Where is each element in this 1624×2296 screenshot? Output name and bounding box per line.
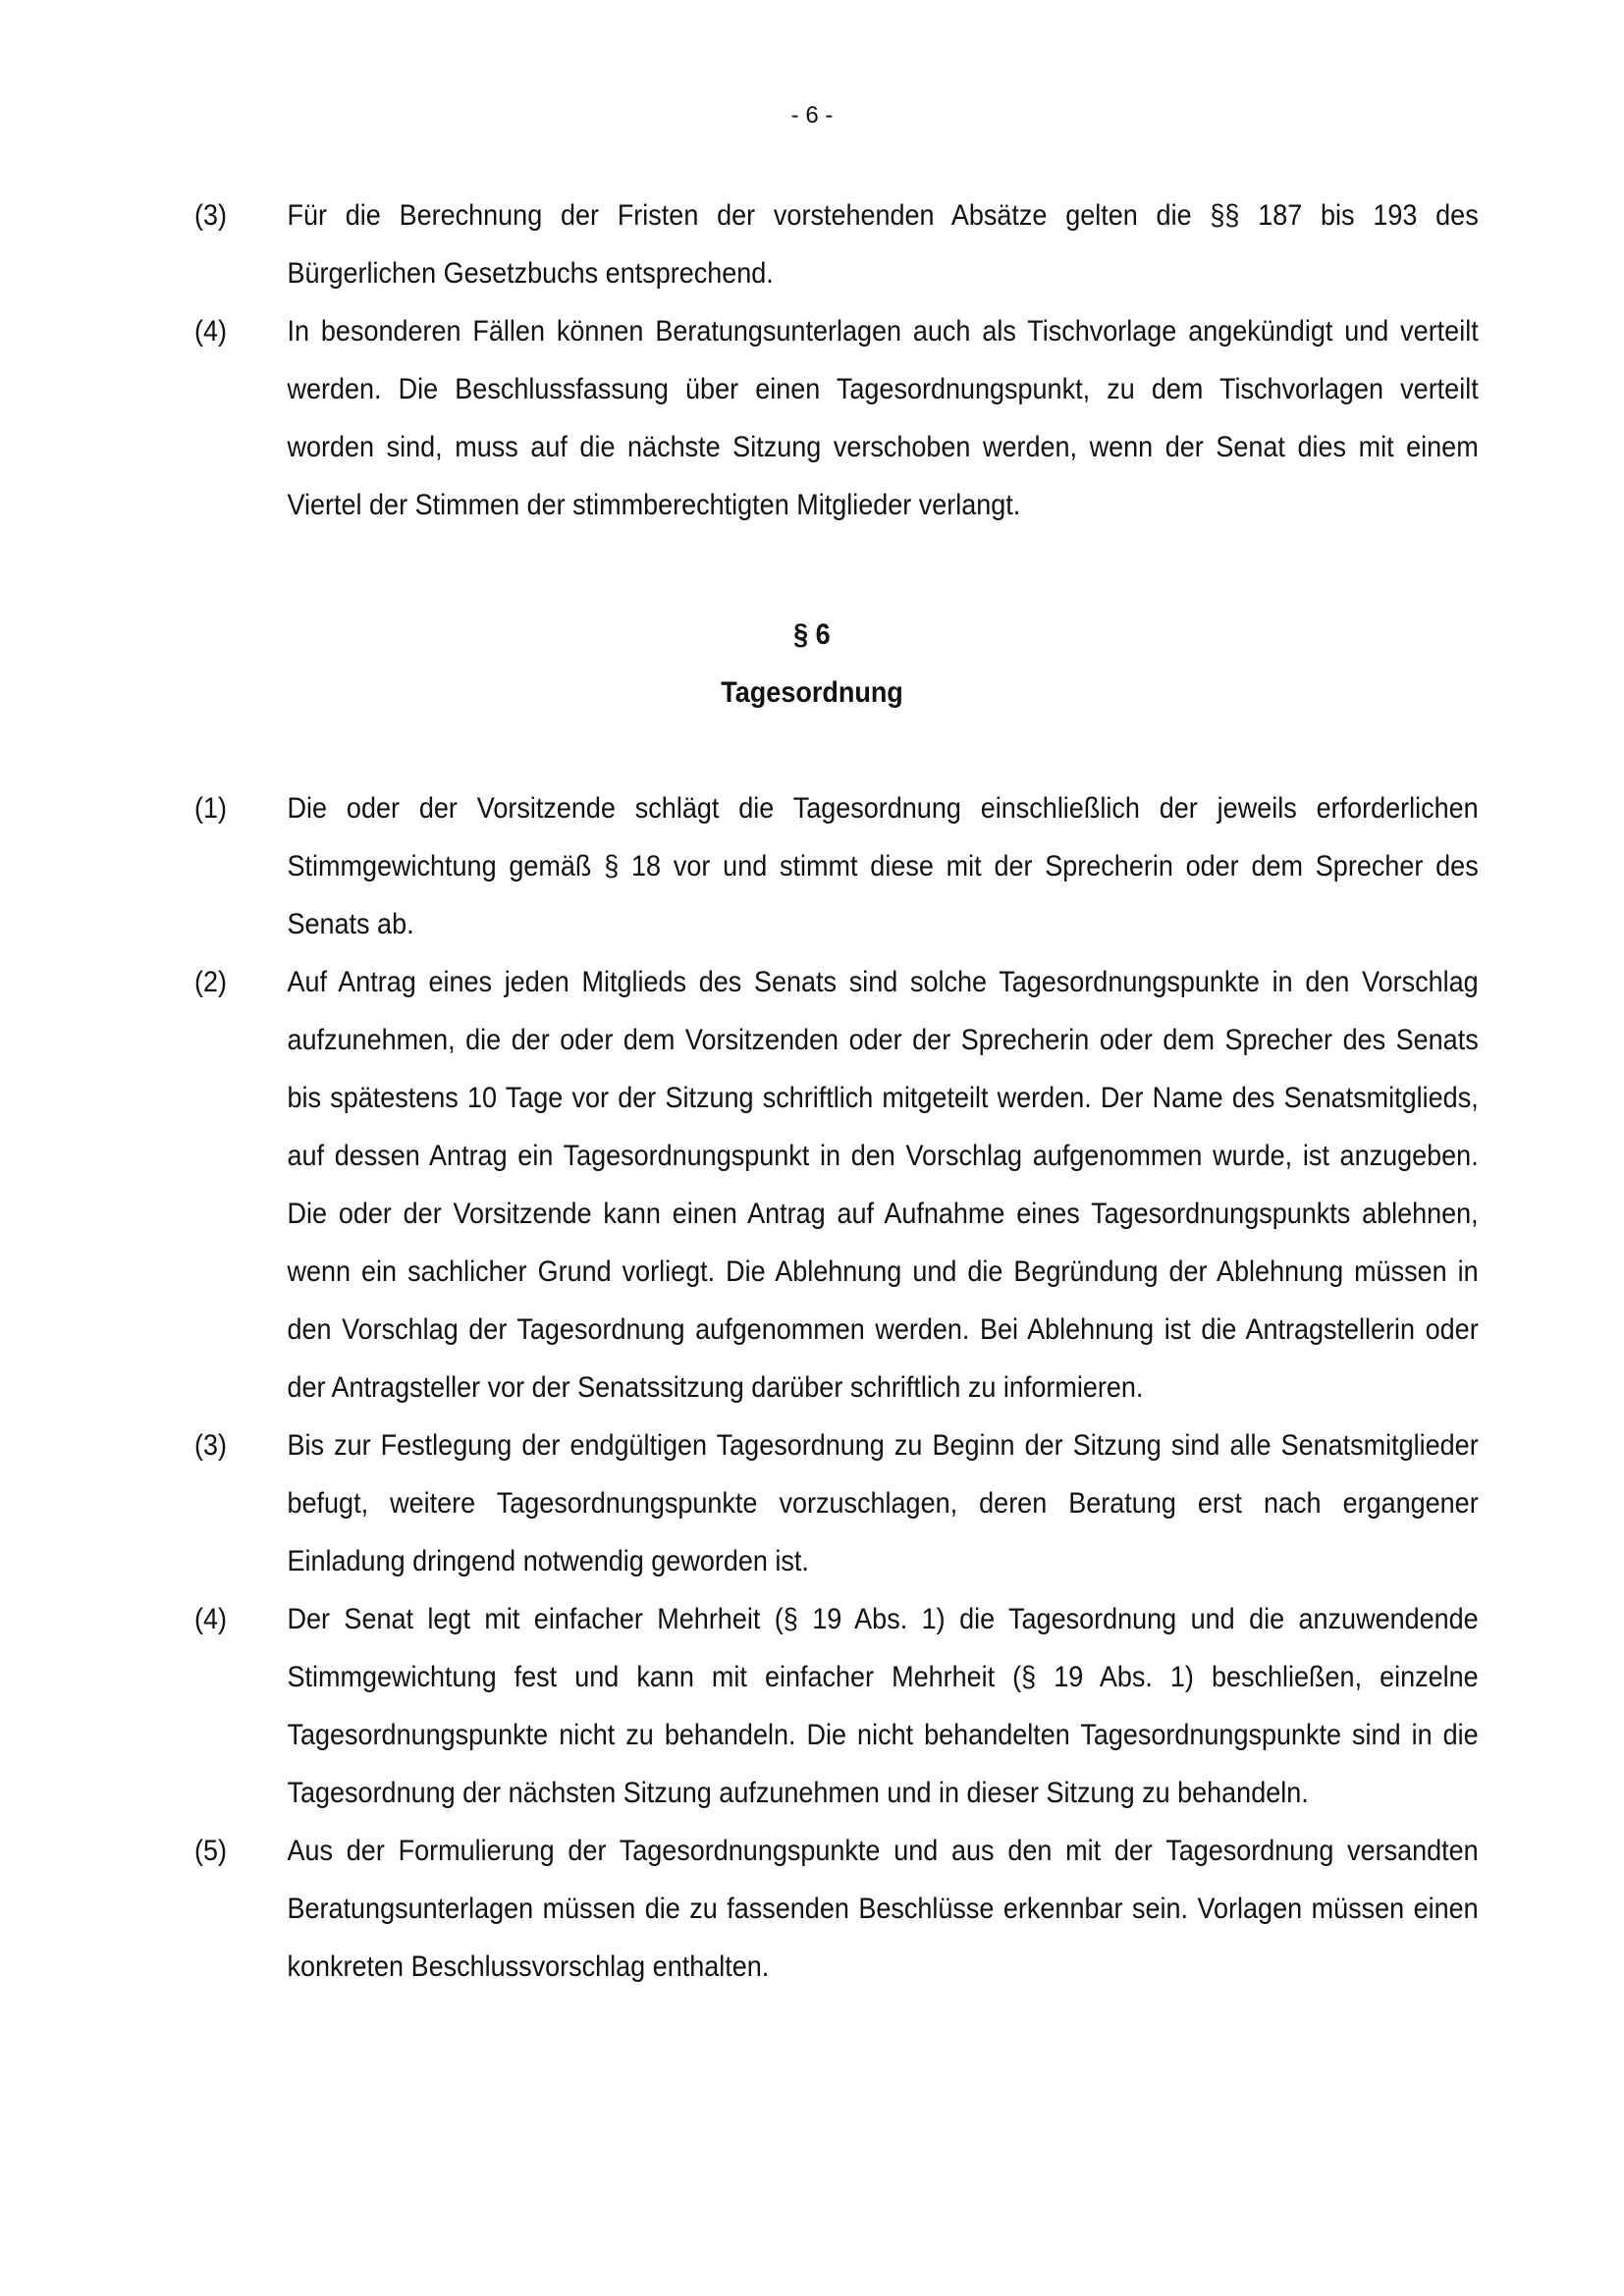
paragraph-text: Für die Berechnung der Fristen der vorstehenden Absätze gelten die §§ 187 bis 193 des Bürgerlichen Gesetzbuchs entsprechend. (287, 199, 1479, 290)
paragraph (194, 779, 1479, 953)
section-symbol: § 6 (793, 618, 831, 651)
page-number: - 6 - (790, 102, 834, 129)
section-tagesordnung-paragraphs (194, 779, 1479, 1996)
paragraph-number: (2) (194, 966, 228, 998)
paragraph (194, 1590, 1479, 1822)
paragraph (194, 953, 1479, 1416)
paragraph-number: (4) (194, 315, 228, 347)
paragraph (194, 1822, 1479, 1996)
paragraph-text: Der Senat legt mit einfacher Mehrheit (§ 19 Abs. 1) die Tagesordnung und die anzuwendende Stimmgewichtung fest und kann mit einfacher Mehrheit (§ 19 Abs. 1) beschließen, einzelne Tagesordnungspunkte nicht zu behandeln. Die nicht behandelten Tagesordnungspunkte sind in die Tagesordnung der nächsten Sitzung aufzunehmen und in dieser Sitzung zu behandeln. (287, 1603, 1479, 1809)
paragraph (194, 1416, 1479, 1590)
section-heading (0, 606, 1624, 721)
paragraph (194, 302, 1479, 534)
paragraph-number: (3) (194, 1429, 228, 1462)
section-title: Tagesordnung (721, 676, 903, 709)
paragraph (194, 187, 1479, 302)
paragraph-text: Auf Antrag eines jeden Mitglieds des Senats sind solche Tagesordnungspunkte in den Vorschlag aufzunehmen, die der oder dem Vorsitzenden oder der Sprecherin oder dem Sprecher des Senats bis spätestens 10 Tage vor der Sitzung schriftlich mitgeteilt werden. Der Name des Senatsmitglieds, auf dessen Antrag ein Tagesordnungspunkt in den Vorschlag aufgenommen wurde, ist anzugeben. Die oder der Vorsitzende kann einen Antrag auf Aufnahme eines Tagesordnungspunkts ablehnen, wenn ein sachlicher Grund vorliegt. Die Ablehnung und die Begründung der Ablehnung müssen in den Vorschlag der Tagesordnung aufgenommen werden. Bei Ablehnung ist die Antragstellerin oder der Antragsteller vor der Senatssitzung darüber schriftlich zu informieren. (287, 966, 1479, 1404)
paragraph-number: (5) (194, 1835, 228, 1867)
paragraph-number: (1) (194, 792, 228, 825)
section-previous-paragraphs (194, 187, 1479, 534)
paragraph-text: Aus der Formulierung der Tagesordnungspunkte und aus den mit der Tagesordnung versandten Beratungsunterlagen müssen die zu fassenden Beschlüsse erkennbar sein. Vorlagen müssen einen konkreten Beschlussvorschlag enthalten. (287, 1835, 1479, 1983)
paragraph-number: (4) (194, 1603, 228, 1635)
paragraph-number: (3) (194, 199, 228, 232)
paragraph-text: Die oder der Vorsitzende schlägt die Tagesordnung einschließlich der jeweils erforderlichen Stimmgewichtung gemäß § 18 vor und stimmt diese mit der Sprecherin oder dem Sprecher des Senats ab. (287, 792, 1479, 940)
paragraph-text: In besonderen Fällen können Beratungsunterlagen auch als Tischvorlage angekündigt und verteilt werden. Die Beschlussfassung über einen Tagesordnungspunkt, zu dem Tischvorlagen verteilt worden sind, muss auf die nächste Sitzung verschoben werden, wenn der Senat dies mit einem Viertel der Stimmen der stimmberechtigten Mitglieder verlangt. (287, 315, 1479, 521)
paragraph-text: Bis zur Festlegung der endgültigen Tagesordnung zu Beginn der Sitzung sind alle Senatsmitglieder befugt, weitere Tagesordnungspunkte vorzuschlagen, deren Beratung erst nach ergangener Einladung dringend notwendig geworden ist. (287, 1429, 1479, 1577)
